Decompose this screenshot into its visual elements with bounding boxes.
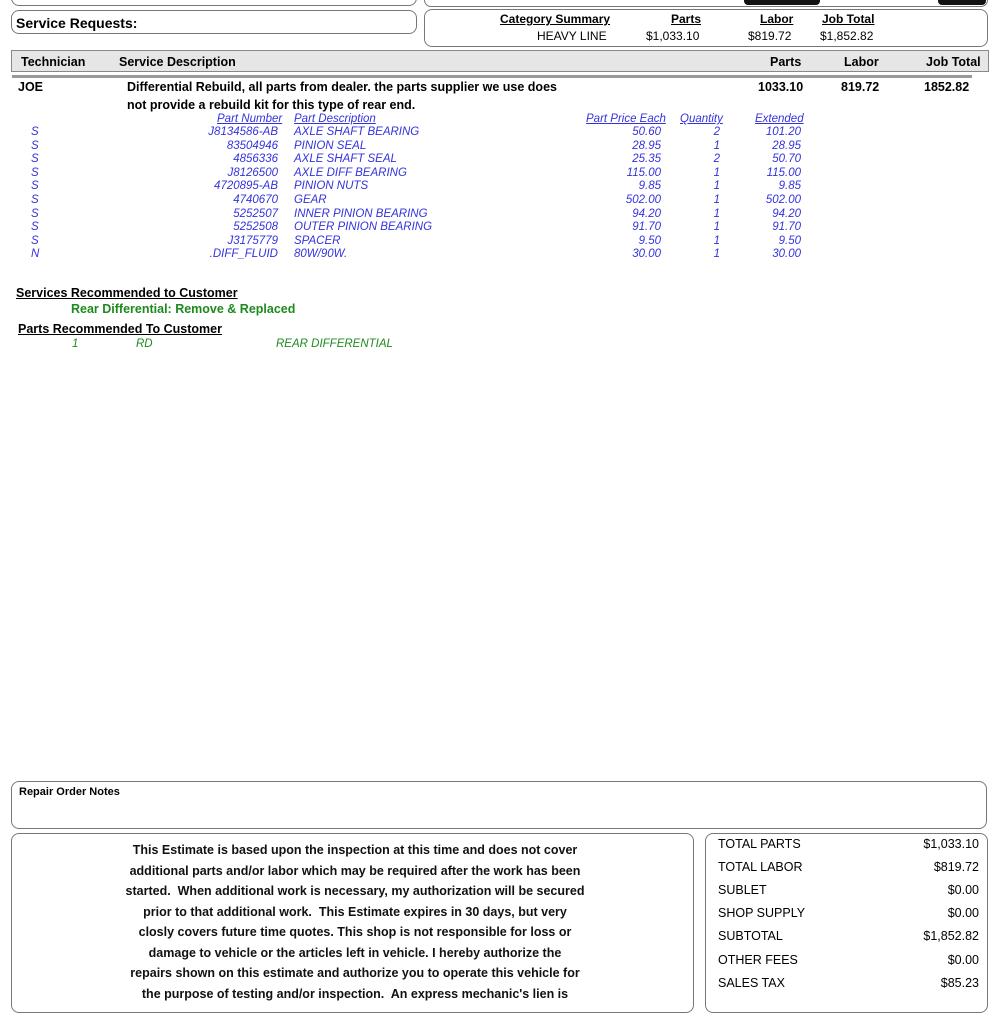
job-total: 1852.82 xyxy=(924,80,970,94)
disclaimer-text xyxy=(120,840,590,1004)
totals-value: $1,852.82 xyxy=(923,929,979,944)
service-requests-label: Service Requests: xyxy=(16,15,138,31)
top-right-box-edge xyxy=(424,0,988,7)
part-number: J3175779 xyxy=(227,234,278,247)
header-divider xyxy=(12,75,972,78)
black-tab-1 xyxy=(744,0,820,5)
part-extended: 30.00 xyxy=(772,248,801,261)
category-parts-value: $1,033.10 xyxy=(646,29,700,43)
part-description: GEAR xyxy=(294,194,327,206)
part-extended: 101.20 xyxy=(765,126,801,138)
disclaimer-line: additional parts and/or labor which may be required after the work has been xyxy=(129,863,581,878)
totals-value: $819.72 xyxy=(933,860,979,875)
totals-value: $85.23 xyxy=(940,975,979,990)
totals-label: SALES TAX xyxy=(718,975,785,990)
part-price: 91.70 xyxy=(632,221,661,234)
disclaimer-line: started. When additional work is necessary, my authorization will be secured xyxy=(125,884,585,898)
totals-label: TOTAL PARTS xyxy=(718,837,801,851)
parts-recommended-label: Parts Recommended To Customer xyxy=(18,322,222,336)
totals-value: $0.00 xyxy=(947,906,979,921)
part-extended: 9.85 xyxy=(778,180,801,193)
part-type: S xyxy=(31,234,39,247)
part-description: PINION NUTS xyxy=(294,180,369,193)
totals-label: OTHER FEES xyxy=(718,952,798,967)
part-type: S xyxy=(31,153,39,166)
repair-order-notes-label: Repair Order Notes xyxy=(19,786,120,798)
part-price: 502.00 xyxy=(625,194,661,206)
services-recommended-item: Rear Differential: Remove & Replaced xyxy=(71,302,296,316)
category-job-total-value: $1,852.82 xyxy=(820,29,874,43)
part-quantity: 1 xyxy=(713,180,720,193)
category-summary-header: Category Summary xyxy=(500,12,611,26)
job-description-line1: Differential Rebuild, all parts from dealer. the parts supplier we use does xyxy=(127,80,557,94)
part-number: J8134586-AB xyxy=(208,126,278,138)
totals-label: SUBTOTAL xyxy=(718,929,783,944)
labor-header: Labor xyxy=(844,55,879,69)
part-price: 50.60 xyxy=(632,126,661,138)
part-number: 5252508 xyxy=(233,221,278,234)
part-quantity: 2 xyxy=(713,153,720,166)
totals-row xyxy=(705,929,983,951)
part-description: AXLE SHAFT BEARING xyxy=(294,126,420,138)
part-number: 5252507 xyxy=(233,207,278,220)
totals-row xyxy=(705,860,983,882)
totals-label: SUBLET xyxy=(718,883,767,898)
part-quantity: 1 xyxy=(713,166,720,179)
part-description: 80W/90W. xyxy=(294,248,348,261)
part-description: OUTER PINION BEARING xyxy=(294,221,433,234)
category-parts-header: Parts xyxy=(671,12,702,26)
totals-label: SHOP SUPPLY xyxy=(718,906,806,921)
job-parts: 1033.10 xyxy=(758,80,804,94)
totals-value: $0.00 xyxy=(947,952,979,967)
part-description: AXLE DIFF BEARING xyxy=(294,166,407,179)
disclaimer-line: repairs shown on this estimate and authorize you to operate this vehicle for xyxy=(130,966,580,980)
category-name: HEAVY LINE xyxy=(537,29,607,43)
part-price: 115.00 xyxy=(626,166,661,179)
job-technician: JOE xyxy=(18,80,44,94)
part-number: 4740670 xyxy=(233,194,278,206)
part-description: AXLE SHAFT SEAL xyxy=(294,153,397,166)
job-total-header: Job Total xyxy=(926,55,981,69)
part-quantity: 1 xyxy=(713,248,720,261)
part-quantity: 1 xyxy=(713,234,720,247)
disclaimer-line: the purpose of testing and/or inspection. An express mechanic's lien is xyxy=(141,986,569,1001)
black-tab-2 xyxy=(938,0,986,5)
part-number: 4856336 xyxy=(233,153,278,166)
parts-recommended-description: REAR DIFFERENTIAL xyxy=(276,338,393,350)
part-price: 30.00 xyxy=(632,248,661,261)
part-price-header: Part Price Each xyxy=(586,113,666,125)
part-extended: 50.70 xyxy=(772,153,801,166)
top-left-box-edge xyxy=(11,0,417,6)
totals-row xyxy=(705,953,983,975)
totals-label: TOTAL LABOR xyxy=(718,860,803,875)
part-extended: 28.95 xyxy=(772,139,801,152)
part-type: S xyxy=(31,139,39,152)
service-description-header: Service Description xyxy=(119,55,236,69)
disclaimer-line: damage to vehicle or the articles left in vehicle. I hereby authorize the xyxy=(148,945,562,960)
part-extended: 91.70 xyxy=(772,221,801,234)
part-number: .DIFF_FLUID xyxy=(209,248,278,261)
part-quantity: 2 xyxy=(713,126,720,138)
part-extended: 502.00 xyxy=(765,194,801,206)
technician-header: Technician xyxy=(21,55,86,69)
part-number: 4720895-AB xyxy=(214,180,278,193)
part-quantity: 1 xyxy=(713,139,720,152)
part-price: 25.35 xyxy=(632,153,661,166)
totals-value: $0.00 xyxy=(947,883,979,898)
part-type: S xyxy=(31,207,39,220)
category-labor-value: $819.72 xyxy=(748,29,792,43)
parts-recommended-qty: 1 xyxy=(72,338,79,350)
part-number: J8126500 xyxy=(227,166,278,179)
part-price: 9.50 xyxy=(638,234,661,247)
totals-row xyxy=(705,837,983,859)
part-quantity: 1 xyxy=(713,207,720,220)
part-price: 9.85 xyxy=(638,180,661,193)
services-recommended-label: Services Recommended to Customer xyxy=(16,286,238,300)
part-description: INNER PINION BEARING xyxy=(294,207,428,220)
part-extended: 9.50 xyxy=(778,234,801,247)
job-labor: 819.72 xyxy=(841,80,880,94)
part-type: S xyxy=(31,180,39,193)
disclaimer-line: This Estimate is based upon the inspection at this time and does not cover xyxy=(132,843,578,857)
part-extended: 115.00 xyxy=(766,166,801,179)
totals-row xyxy=(705,906,983,928)
totals-row xyxy=(705,976,983,998)
part-type: S xyxy=(31,166,39,179)
disclaimer-line: prior to that additional work. This Estimate expires in 30 days, but very xyxy=(143,904,567,919)
category-job-total-header: Job Total xyxy=(822,12,875,26)
part-description: SPACER xyxy=(294,234,341,247)
part-type: S xyxy=(31,194,39,206)
part-description-header: Part Description xyxy=(294,113,376,125)
quantity-header: Quantity xyxy=(680,113,723,125)
part-number-header: Part Number xyxy=(217,113,283,125)
parts-header: Parts xyxy=(770,55,802,69)
totals-value: $1,033.10 xyxy=(923,837,979,851)
disclaimer-line: closly covers future time quotes. This shop is not responsible for loss or xyxy=(138,925,572,939)
part-quantity: 1 xyxy=(713,194,720,206)
extended-header: Extended xyxy=(755,113,804,125)
part-extended: 94.20 xyxy=(772,207,801,220)
part-description: PINION SEAL xyxy=(294,139,367,152)
category-labor-header: Labor xyxy=(760,12,794,26)
parts-recommended-code: RD xyxy=(136,338,153,350)
job-description-line2: not provide a rebuild kit for this type of rear end. xyxy=(127,98,416,112)
repair-order-notes-box xyxy=(11,781,987,829)
part-number: 83504946 xyxy=(226,139,278,152)
part-type: S xyxy=(31,126,39,138)
part-price: 94.20 xyxy=(632,207,661,220)
totals-row xyxy=(705,883,983,905)
part-type: S xyxy=(31,221,39,234)
part-type: N xyxy=(31,248,40,261)
part-price: 28.95 xyxy=(632,139,661,152)
part-quantity: 1 xyxy=(713,221,720,234)
